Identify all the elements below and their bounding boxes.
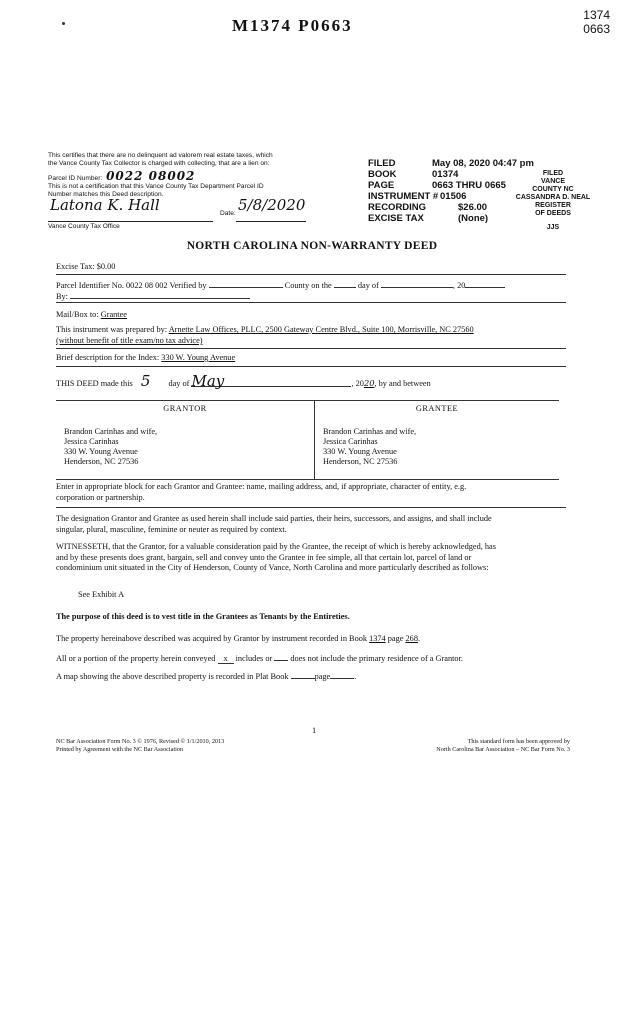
cert-signature-row [48, 196, 333, 223]
deed-day-handwritten: 5 [140, 372, 151, 390]
cert-parcel-handwritten: 0022 08002 [106, 169, 196, 183]
grantor-line-1: Brandon Carinhas and wife, [64, 427, 158, 436]
rule-4 [56, 366, 566, 367]
top-book-page-stamp: M1374 P0663 [232, 16, 353, 35]
footer-right-line-2: North Carolina Bar Association – NC Bar Form No. 3 [436, 745, 570, 753]
cert-line-3: This is not a certification that this Vance County Tax Department Parcel ID [48, 183, 264, 190]
cert-line-1: This certifies that there are no delinquent ad valorem real estate taxes, which [48, 152, 273, 159]
rule-5 [56, 507, 566, 508]
acquired-page: 268 [405, 634, 418, 643]
deed-year-handwritten: 20 [363, 378, 375, 388]
grantee-header: GRANTEE [415, 404, 459, 413]
purpose-statement: The purpose of this deed is to vest title in the Grantees as Tenants by the Entireties. [56, 612, 350, 621]
acquired-period: . [417, 634, 421, 643]
county-on-text: County on the [284, 281, 332, 290]
register-line-4: CASSANDRA D. NEAL [515, 194, 591, 201]
page-label: PAGE [368, 180, 395, 191]
acquired-line [56, 634, 420, 644]
register-of-deeds-stamp [508, 170, 598, 232]
instrument-value: 01506 [440, 191, 467, 202]
register-line-7: JJS [546, 224, 560, 231]
day-of-text: day of [357, 281, 379, 290]
filed-label: FILED [368, 158, 396, 169]
corner-page: 0663 [583, 22, 610, 36]
acquired-page-label: page [387, 634, 404, 643]
grantor-line-4: Henderson, NC 27536 [64, 457, 139, 466]
book-value: 01374 [432, 169, 459, 180]
signature-line [48, 221, 213, 222]
witnesseth-paragraph [56, 542, 568, 574]
excise-tax-line: Excise Tax: $0.00 [56, 262, 116, 271]
prepared-by-value-2: (without benefit of title exam/no tax advice) [56, 336, 203, 345]
tax-office-signature: Latona K. Hall [50, 196, 160, 214]
page-number: 1 [312, 726, 317, 735]
residence-text: All or a portion of the property herein conveyed [56, 654, 216, 663]
book-label: BOOK [368, 169, 397, 180]
acquired-book: 1374 [369, 634, 386, 643]
witnesseth-line-3: condominium unit situated in the City of Henderson, County of Vance, North Carolina and more particularly described as follows: [56, 563, 489, 572]
prepared-by-line [56, 325, 474, 335]
by-blank [70, 290, 250, 299]
date-line [236, 221, 306, 222]
deed-made-tail: , by and between [374, 379, 431, 388]
does-not-include-blank [274, 652, 288, 661]
map-period: . [354, 672, 357, 681]
tax-certification-block [48, 152, 333, 231]
grantor-grantee-table [56, 400, 559, 480]
cert-parcel-label: Parcel ID Number: [48, 175, 103, 182]
grantor-line-2: Jessica Carinhas [64, 437, 119, 446]
deed-day-of-text: day of [168, 379, 190, 388]
month-blank [381, 279, 453, 288]
register-line-1: FILED [542, 170, 564, 177]
grantee-body [323, 427, 559, 467]
residence-line [56, 652, 463, 664]
includes-mark: x [218, 655, 234, 664]
by-label: By: [56, 292, 68, 301]
designation-line-2: singular, plural, masculine, feminine or neuter as required by context. [56, 524, 287, 534]
grantee-line-1: Brandon Carinhas and wife, [323, 427, 417, 436]
map-page-label: page [314, 672, 331, 681]
deed-title: NORTH CAROLINA NON-WARRANTY DEED [186, 240, 438, 252]
grantee-line-3: 330 W. Young Avenue [323, 447, 397, 456]
rule-2 [56, 302, 566, 303]
map-line [56, 670, 356, 682]
rule-1 [56, 274, 566, 275]
plat-book-blank [291, 670, 315, 679]
register-line-5: REGISTER [535, 202, 571, 209]
witnesseth-line-2: and by these presents does grant, bargain, sell and convey unto the Grantee in fee simple, all that certain lot, parcel of land or [56, 552, 472, 562]
exhibit-reference: See Exhibit A [78, 590, 125, 599]
footer-right [372, 738, 570, 753]
acquired-text: The property hereinabove described was acquired by Grantor by instrument recorded in Book [56, 634, 368, 643]
enter-block-note [56, 482, 568, 503]
register-line-3: COUNTY NC [532, 186, 574, 193]
brief-description-label: Brief description for the Index: [56, 353, 160, 362]
verified-by-blank [209, 279, 283, 288]
residence-does-not: does not include the primary residence of a Grantor. [290, 654, 463, 663]
cert-date-handwritten: 5/8/2020 [238, 196, 306, 214]
enter-block-line-2: corporation or partnership. [56, 492, 145, 502]
mail-box-value: Grantee [100, 310, 127, 319]
register-line-2: VANCE [541, 178, 565, 185]
corner-book: 1374 [583, 8, 610, 22]
deed-month-handwritten: May [191, 376, 351, 387]
enter-block-line-1: Enter in appropriate block for each Grantor and Grantee: name, mailing address, and, if appropriate, character of entity, e.g. [56, 482, 467, 491]
cert-date-label: Date: [220, 210, 236, 217]
mail-box-line [56, 310, 127, 320]
grantee-line-4: Henderson, NC 27536 [323, 457, 398, 466]
plat-page-blank [330, 670, 357, 681]
cert-parcel-row [48, 169, 333, 183]
by-line [56, 290, 250, 302]
footer-left-line-1: NC Bar Association Form No. 3 © 1976, Revised © 1/1/2010, 2013 [56, 738, 225, 745]
grantor-column [56, 401, 315, 479]
grantor-line-3: 330 W. Young Avenue [64, 447, 138, 456]
deed-made-line [56, 372, 431, 390]
page-value: 0663 THRU 0665 [432, 180, 506, 191]
cert-office: Vance County Tax Office [48, 223, 120, 230]
residence-includes: includes or [235, 654, 273, 663]
grantee-line-2: Jessica Carinhas [323, 437, 378, 446]
designation-line-1: The designation Grantor and Grantee as used herein shall include said parties, their heirs, successors, and assigns, and shall include [56, 514, 492, 523]
grantor-header: GRANTOR [163, 404, 207, 413]
prepared-by-value: Arnette Law Offices, PLLC, 2500 Gateway Centre Blvd., Suite 100, Morrisville, NC 27560 [168, 325, 474, 334]
excise-label: EXCISE TAX [368, 213, 424, 224]
parcel-id-text: Parcel Identifier No. 0022 08 002 Verified by [56, 281, 207, 290]
grantor-body [64, 427, 314, 467]
brief-description-value: 330 W. Young Avenue [161, 353, 236, 362]
deed-year-prefix: , 20 [351, 379, 364, 388]
map-text: A map showing the above described property is recorded in Plat Book [56, 672, 289, 681]
footer-left-line-2: Printed by Agreement with the NC Bar Association [56, 745, 183, 753]
brief-description-line [56, 353, 235, 363]
rule-3 [56, 348, 566, 349]
deed-made-text: THIS DEED made this [56, 379, 133, 388]
filed-value: May 08, 2020 04:47 pm [432, 158, 534, 169]
recording-value: $26.00 [458, 202, 488, 213]
excise-value: (None) [458, 213, 489, 224]
footer-right-line-1: This standard form has been approved by [467, 738, 570, 745]
witnesseth-line-1: WITNESSETH, that the Grantor, for a valuable consideration paid by the Grantee, the receipt of which is hereby acknowledged, has [56, 542, 496, 551]
mail-box-label: Mail/Box to: [56, 310, 99, 319]
footer-left [56, 738, 224, 753]
corner-book-page [583, 8, 610, 36]
day-blank [334, 279, 356, 288]
designation-paragraph [56, 514, 568, 535]
prepared-by-label: This instrument was prepared by: [56, 325, 168, 334]
cert-line-4: Number matches this Deed description. [48, 191, 164, 198]
instrument-label: INSTRUMENT # [368, 191, 439, 202]
recording-label: RECORDING [368, 202, 427, 213]
cert-line-2: the Vance County Tax Collector is charged with collecting, that are a lien on: [48, 160, 270, 167]
year-prefix: , 20 [452, 281, 466, 290]
scan-speck [62, 22, 65, 25]
register-line-6: OF DEEDS [535, 210, 571, 217]
grantee-column [315, 401, 559, 479]
year-blank [465, 279, 505, 288]
